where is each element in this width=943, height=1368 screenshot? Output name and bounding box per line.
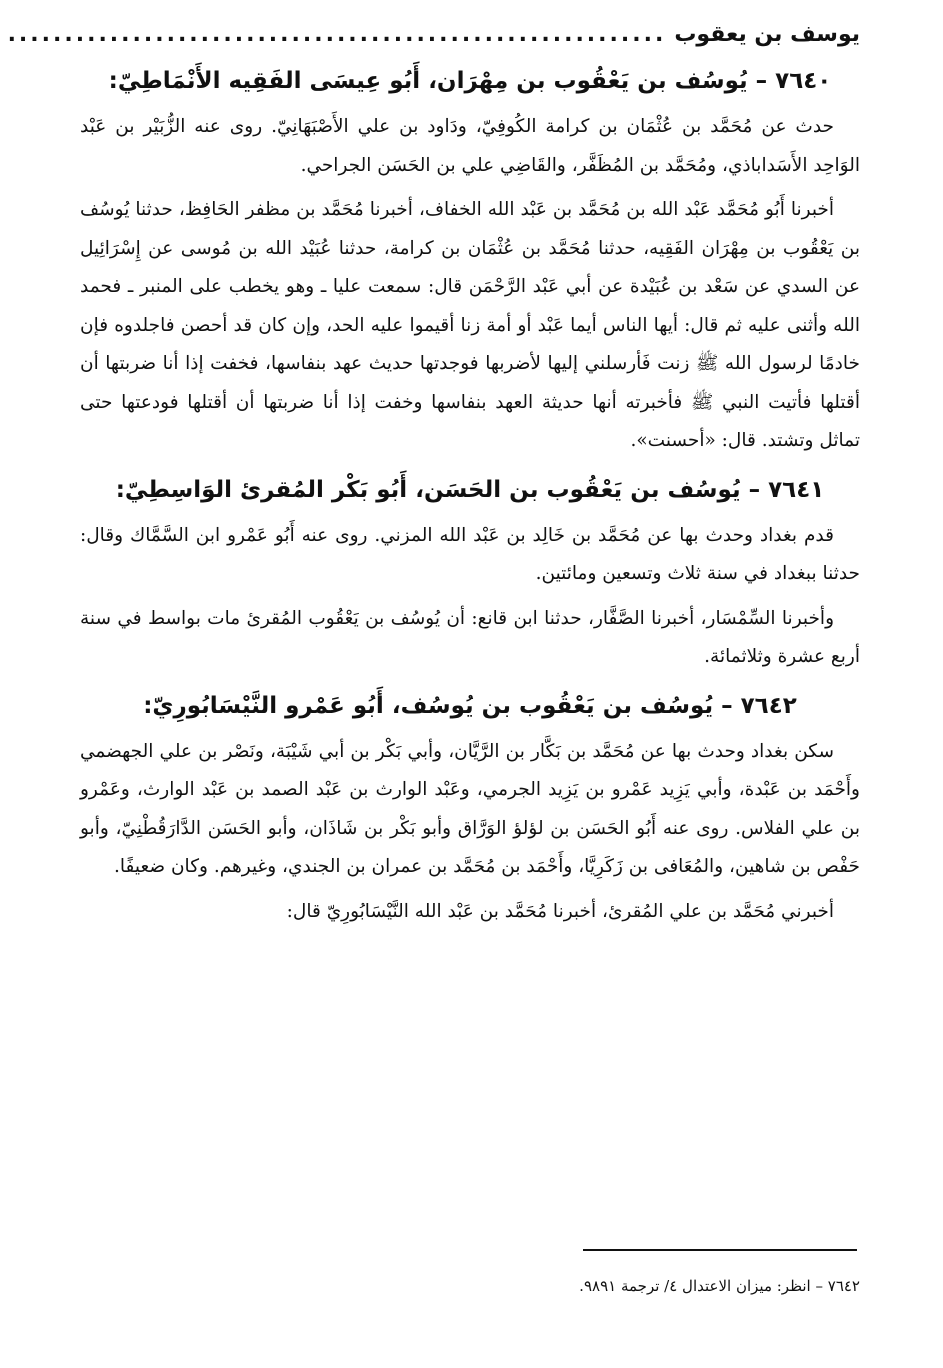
entry-paragraph: أخبرني مُحَمَّد بن علي المُقرئ، أخبرنا مُحَمَّد بن عَبْد الله النَّيْسَابُورِيّ قال:	[286, 900, 834, 922]
entry-7641	[80, 467, 860, 677]
footnote: ٧٦٤٢ – انظر: ميزان الاعتدال ٤/ ترجمة ٩٨٩١.	[579, 1277, 860, 1295]
entry-title: ٧٦٤٠ – يُوسُف بن يَعْقُوب بن مِهْرَان، أَبُو عِيسَى الفَقِيه الأَنْمَاطِيّ:	[108, 68, 832, 94]
entry-paragraph: سكن بغداد وحدث بها عن مُحَمَّد بن بَكَّار بن الرَّيَّان، وأبي بَكْر بن أبي شَيْبَة، ونَصْر بن علي الجهضمي وأَحْمَد بن عَبْدة، وأبي يَزِيد عَمْرو بن يَزِيد الجرمي، وعَبْد الوارث بن عَبْد الصمد بن عَبْد الوارث، وعَمْرو بن علي الفلاس. روى عنه أَبُو الحَسَن بن لؤلؤ الوَرَّاق وأبو بَكْر بن شَاذَان، وأبو الحَسَن الدَّارَقُطْنِيّ، وأبو حَفْص بن شاهين، والمُعَافى بن زَكَرِيَّا، وأَحْمَد بن مُحَمَّد بن عمران بن الجندي، وغيرهم. وكان ضعيفًا.	[80, 740, 860, 877]
entry-paragraph: وأخبرنا السِّمْسَار، أخبرنا الصَّفَّار، حدثنا ابن قانع: أن يُوسُف بن يَعْقُوب المُقرئ مات بواسط في سنة أربع عشرة وثلاثمائة.	[80, 607, 860, 667]
entry-paragraph: حدث عن مُحَمَّد بن عُثْمَان بن كرامة الكُوفِيّ، ودَاود بن علي الأَصْبَهَانِيّ. روى عنه الزُّبَيْر بن عَبْد الوَاحِد الأَسَداباذي، ومُحَمَّد بن المُظَفَّر، والقَاضِي علي بن الحَسَن الجراحي.	[80, 116, 860, 176]
entry-title: ٧٦٤١ – يُوسُف بن يَعْقُوب بن الحَسَن، أَبُو بَكْر المُقرئ الوَاسِطِيّ:	[115, 476, 825, 503]
running-head-title: يوسف بن يعقوب	[674, 22, 860, 47]
entry-title: ٧٦٤٢ – يُوسُف بن يَعْقُوب بن يُوسُف، أَبُو عَمْرو النَّيْسَابُورِيّ:	[143, 692, 797, 719]
leader-dots: ..........................................................	[7, 22, 667, 47]
footnote-divider	[583, 1249, 857, 1251]
entry-paragraph: قدم بغداد وحدث بها عن مُحَمَّد بن خَالِد بن عَبْد الله المزني. روى عنه أَبُو عَمْرو ابن السَّمَّاك وقال: حدثنا ببغداد في سنة ثلاث وتسعين ومائتين.	[80, 524, 860, 584]
running-head	[7, 18, 860, 52]
book-page	[7, 18, 860, 937]
entry-7640	[80, 58, 860, 461]
entry-paragraph: أخبرنا أَبُو مُحَمَّد عَبْد الله بن مُحَمَّد بن عَبْد الله الخفاف، أخبرنا مُحَمَّد بن مظفر الحَافِظ، حدثنا يُوسُف بن يَعْقُوب بن مِهْرَان الفَقِيه، حدثنا مُحَمَّد بن عُثْمَان بن كرامة، حدثنا عُبَيْد الله بن مُوسى عن إِسْرَائِيل عن السدي عن سَعْد بن عُبَيْدة عن أبي عَبْد الرَّحْمَن قال: سمعت عليا ـ وهو يخطب على المنبر ـ فحمد الله وأثنى عليه ثم قال: أيها الناس أيما عَبْد أو أمة زنا أقيموا عليه الحد، وإن كان قد أحصن فاجلدوه فإن خادمًا لرسول الله ﷺ زنت فَأرسلني إليها لأضربها فوجدتها حديث عهد بنفاسها، فخفت إذا أنا ضربتها أن أقتلها فأتيت النبي ﷺ فأخبرته أنها حديثة العهد بنفاسها وخفت إذا أنا ضربتها أن أقتلها فودعتها حتى تماثل وتشتد. قال: «أحسنت».	[80, 199, 860, 451]
entry-7642	[80, 683, 860, 932]
